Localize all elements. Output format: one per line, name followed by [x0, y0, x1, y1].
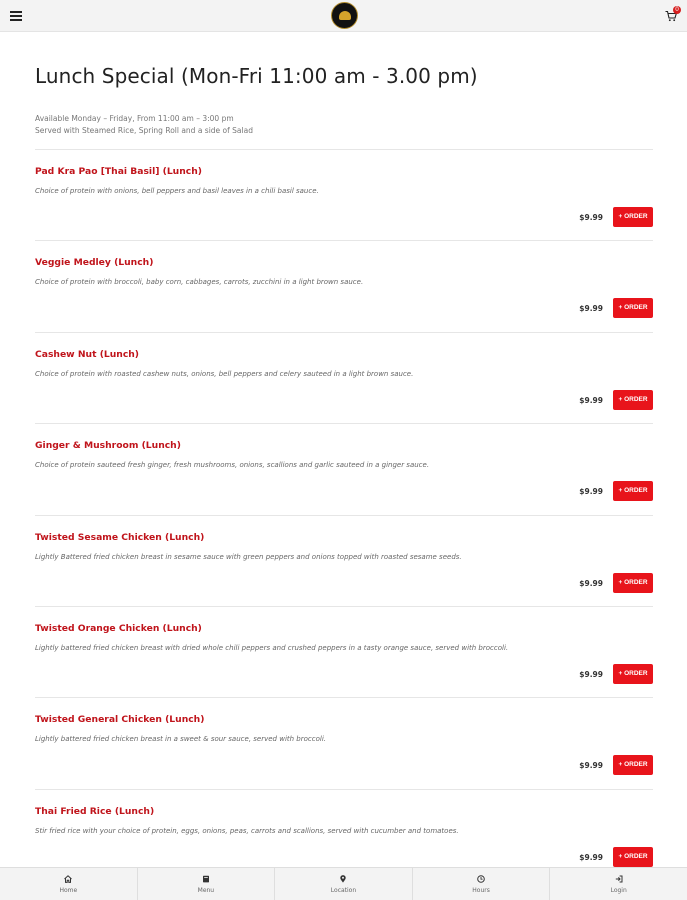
order-button-label: ORDER: [624, 761, 648, 769]
menu-item-description: Lightly battered fried chicken breast in a sweet & sour sauce, served with broccoli.: [35, 735, 326, 744]
menu-item-name[interactable]: Thai Fried Rice (Lunch): [35, 805, 155, 817]
order-button[interactable]: [613, 664, 653, 684]
order-button-prefix: +: [618, 487, 625, 495]
order-button-prefix: +: [618, 304, 625, 312]
cart-count-badge: 0: [673, 6, 681, 14]
nav-hours[interactable]: [413, 868, 551, 900]
login-icon: [615, 875, 623, 883]
order-button[interactable]: [613, 390, 653, 410]
restaurant-logo[interactable]: [331, 2, 358, 29]
order-button-label: ORDER: [624, 395, 648, 403]
menu-item-name[interactable]: Twisted Orange Chicken (Lunch): [35, 622, 202, 634]
order-button[interactable]: [613, 573, 653, 593]
nav-menu[interactable]: [138, 868, 276, 900]
menu-item: [35, 333, 653, 424]
menu-item-name[interactable]: Pad Kra Pao [Thai Basil] (Lunch): [35, 166, 202, 177]
clock-icon: [477, 875, 485, 883]
menu-item: [35, 516, 653, 607]
menu-item-description: Lightly battered fried chicken breast with dried whole chili peppers and crushed peppers in a tasty orange sauce, served with broccoli.: [35, 643, 509, 652]
intro-availability: Available Monday – Friday, From 11:00 am – 3:00 pm: [35, 114, 234, 123]
order-button-label: ORDER: [624, 213, 648, 220]
order-button[interactable]: [613, 207, 653, 227]
order-button-prefix: +: [618, 395, 625, 403]
nav-login-label: Login: [610, 887, 627, 894]
menu-item-list: [35, 150, 653, 881]
location-pin-icon: [339, 875, 347, 883]
order-button-prefix: +: [618, 669, 625, 677]
order-button[interactable]: [613, 481, 653, 501]
menu-item-name[interactable]: Twisted General Chicken (Lunch): [35, 714, 205, 726]
top-bar: [0, 0, 687, 32]
home-icon: [64, 875, 72, 883]
nav-location[interactable]: [275, 868, 413, 900]
hamburger-icon[interactable]: [10, 11, 22, 21]
logo-mark: [339, 11, 351, 20]
order-button-prefix: +: [618, 852, 625, 860]
menu-item-price: $9.99: [579, 395, 603, 405]
order-button[interactable]: [613, 847, 653, 867]
menu-content: [35, 32, 653, 881]
menu-item-name[interactable]: Cashew Nut (Lunch): [35, 348, 140, 360]
menu-item-description: Choice of protein with roasted cashew nuts, onions, bell peppers and celery sauteed in a light brown sauce.: [35, 369, 414, 378]
menu-item-price: $9.99: [579, 761, 603, 771]
menu-item-price: $9.99: [579, 487, 603, 497]
nav-hours-label: Hours: [472, 887, 490, 894]
order-button[interactable]: [613, 755, 653, 775]
menu-item-name[interactable]: Veggie Medley (Lunch): [35, 257, 154, 269]
menu-item-description: Choice of protein sauteed fresh ginger, fresh mushrooms, onions, scallions and garlic sauteed in a ginger sauce.: [35, 461, 430, 470]
menu-item-price: $9.99: [579, 213, 603, 222]
nav-home[interactable]: [0, 868, 138, 900]
cart-button[interactable]: [665, 6, 681, 24]
category-intro: [35, 113, 653, 137]
order-button-prefix: +: [618, 761, 625, 769]
bottom-nav: [0, 867, 687, 900]
menu-item-description: Stir fried rice with your choice of protein, eggs, onions, peas, carrots and scallions, served with cucumber and tomatoes.: [35, 826, 459, 835]
order-button-label: ORDER: [624, 304, 648, 312]
order-button-label: ORDER: [624, 578, 648, 586]
menu-item-price: $9.99: [579, 578, 603, 588]
nav-login[interactable]: [550, 868, 687, 900]
menu-item-name[interactable]: Ginger & Mushroom (Lunch): [35, 440, 181, 452]
nav-menu-label: Menu: [197, 887, 215, 894]
menu-item: [35, 607, 653, 698]
nav-location-label: Location: [330, 887, 357, 894]
menu-item: [35, 424, 653, 515]
menu-item-name[interactable]: Twisted Sesame Chicken (Lunch): [35, 531, 205, 543]
menu-item: [35, 241, 653, 332]
menu-item-description: Choice of protein with broccoli, baby corn, cabbages, carrots, zucchini in a light brown sauce.: [35, 278, 364, 287]
nav-home-label: Home: [59, 887, 78, 894]
order-button-label: ORDER: [624, 669, 648, 677]
order-button-prefix: +: [618, 578, 625, 586]
page-title: Lunch Special (Mon-Fri 11:00 am - 3.00 pm): [35, 64, 478, 88]
order-button-label: ORDER: [624, 487, 648, 495]
order-button[interactable]: [613, 298, 653, 318]
menu-item-description: Choice of protein with onions, bell peppers and basil leaves in a chili basil sauce.: [35, 187, 319, 195]
menu-item: [35, 150, 653, 241]
menu-item-price: $9.99: [579, 304, 603, 314]
menu-item-price: $9.99: [579, 669, 603, 679]
menu-item-price: $9.99: [579, 852, 603, 862]
order-button-prefix: +: [618, 213, 625, 220]
menu-item-description: Lightly Battered fried chicken breast in sesame sauce with green peppers and onions topped with roasted sesame seeds.: [35, 552, 462, 561]
order-button-label: ORDER: [624, 852, 648, 860]
menu-book-icon: [202, 875, 210, 883]
intro-served-with: Served with Steamed Rice, Spring Roll and a side of Salad: [35, 126, 253, 135]
menu-item: [35, 698, 653, 789]
